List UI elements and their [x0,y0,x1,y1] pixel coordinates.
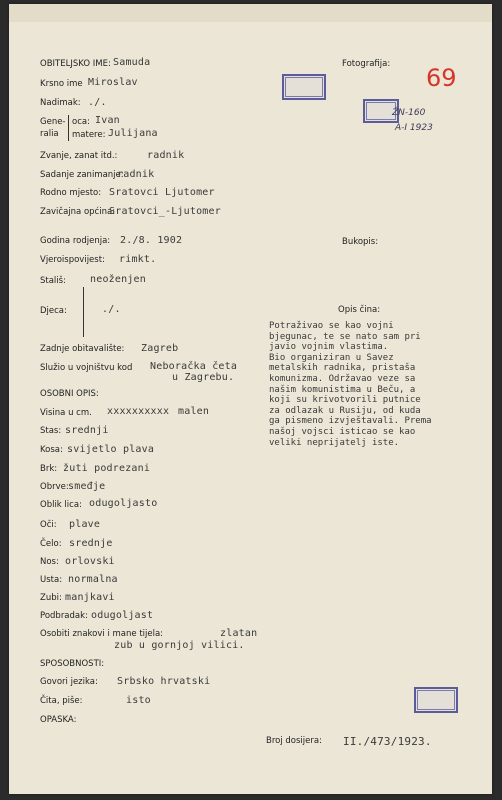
archive-stamp-bottom [414,687,458,713]
value-brk: žuti podrezani [63,463,151,474]
label-djeca: Djeca: [40,306,67,316]
value-nos: orlovski [65,556,115,567]
value-celo: srednje [69,538,113,549]
label-brk: Brk: [40,464,58,474]
opis-line: bjegunac, te se nato sam pri [269,331,421,342]
label-zavicajna-opcina: Zavičajna općina: [40,207,116,217]
label-opaska: OPASKA: [40,715,77,725]
label-obrve: Obrve: [40,482,69,492]
value-stalis: neoženjen [90,274,146,285]
document-page [9,4,492,794]
value-stas: srednji [65,425,109,436]
value-visina: malen [178,406,210,417]
label-fotografija: Fotografija: [342,59,391,69]
label-rodno-mjesto: Rodno mjesto: [40,188,102,198]
label-nos: Nos: [40,557,59,567]
value-obiteljsko-ime: Samuda [113,57,151,68]
label-generalia-2: ralia [40,129,59,139]
label-oca: oca: [72,117,90,127]
label-osobni-opis: OSOBNI OPIS: [40,389,99,399]
label-sluzio: Služio u vojništvu kod [40,363,133,373]
red-page-number: 69 [426,64,457,92]
label-sposobnosti: SPOSOBNOSTI: [40,659,105,669]
value-nadimak: ./. [88,97,107,108]
label-nadimak: Nadimak: [40,98,81,108]
value-podbradak: odugoljast [91,610,154,621]
opis-line: koji su krivotvorili putnice [269,395,421,406]
label-podbradak: Podbradak: [40,611,88,621]
opis-line: metalskih radnika, pristaša [269,363,416,374]
value-kosa: svijetlo plava [67,444,155,455]
opis-line: Bio organiziran u Savez [269,352,394,363]
value-oblik-lica: odugoljasto [89,498,158,509]
opis-line: Potraživao se kao vojni [269,321,394,331]
value-obrve: smeđje [68,481,106,492]
value-osobiti-znakovi-1: zlatan [220,628,258,639]
value-visina-struck: xxxxxxxxxx [107,406,170,417]
label-kosa: Kosa: [40,445,63,455]
label-stas: Stas: [40,426,62,436]
value-djeca: ./. [102,304,121,315]
opis-cina-text [269,321,461,448]
value-zadnje-obitavaliste: Zagreb [141,343,179,354]
label-sadanje-zanimanje: Sadanje zanimanje: [40,170,124,180]
value-oca: Ivan [95,115,120,126]
label-visina: Visina u cm. [40,408,92,418]
value-matere: Julijana [108,128,158,139]
opis-line: ga pismeno izvještavali. Prema [269,416,432,427]
value-godina-rodjenja: 2./8. 1902 [120,235,183,246]
generalia-bracket [68,115,69,141]
label-generalia-1: Gene- [40,117,66,127]
opis-line: našoj vojsci isticao se kao [269,426,416,437]
value-sadanje-zanimanje: radnik [117,169,155,180]
djeca-bracket [83,287,84,337]
label-stalis: Stališ: [40,276,66,286]
opis-line: javio vojnim vlastima. [269,342,389,353]
opis-line: za odlazak u Rusiju, od kuda [269,405,421,416]
archive-stamp-top [282,74,326,100]
label-govori-jezika: Govori jezika: [40,677,98,687]
archive-note-2: A-I 1923 [395,123,433,133]
value-zavicajna-opcina: Sratovci_-Ljutomer [109,206,221,217]
opis-line: komunizma. Održavao veze sa [269,373,416,384]
value-broj-dosijera: II./473/1923. [343,735,432,748]
opis-line: našim komunistima u Beču, a [269,384,416,395]
label-bukopis: Bukopis: [342,237,379,247]
archive-note-1: ŽN-160 [392,108,426,118]
label-vjeroispovijest: Vjeroispovijest: [40,255,105,265]
label-oblik-lica: Oblik lica: [40,500,82,510]
value-zvanje: radnik [147,150,185,161]
label-opis-cina: Opis čina: [338,305,381,315]
label-krsno-ime: Krsno ime [40,79,83,89]
label-celo: Čelo: [40,539,62,549]
value-rodno-mjesto: Sratovci Ljutomer [109,187,215,198]
value-cita-pise: isto [126,695,151,706]
label-matere: matere: [72,130,106,140]
label-usta: Usta: [40,575,63,585]
value-usta: normalna [68,574,118,585]
value-oci: plave [69,519,101,530]
paper-fold-strip [9,4,492,22]
value-zubi: manjkavi [65,592,115,603]
label-obiteljsko-ime: OBITELJSKO IME: [40,59,111,69]
label-godina-rodjenja: Godina rodjenja: [40,236,111,246]
value-sluzio-2: u Zagrebu. [172,372,235,383]
label-cita-pise: Čita, piše: [40,696,83,706]
value-osobiti-znakovi-2: zub u gornjoj vilici. [114,640,245,651]
value-vjeroispovijest: rimkt. [119,254,157,265]
label-osobiti-znakovi: Osobiti znakovi i mane tijela: [40,629,164,639]
label-zvanje: Zvanje, zanat itd.: [40,151,118,161]
label-zubi: Zubi: [40,593,62,603]
value-sluzio-1: Neboračka četa [150,361,238,372]
label-oci: Oči: [40,520,57,530]
label-zadnje-obitavaliste: Zadnje obitavalište: [40,344,125,354]
opis-line: veliki neprijatelj iste. [269,437,400,448]
value-krsno-ime: Miroslav [88,77,138,88]
label-broj-dosijera: Broj dosijera: [266,736,322,746]
value-govori-jezika: Srbsko hrvatski [117,676,211,687]
